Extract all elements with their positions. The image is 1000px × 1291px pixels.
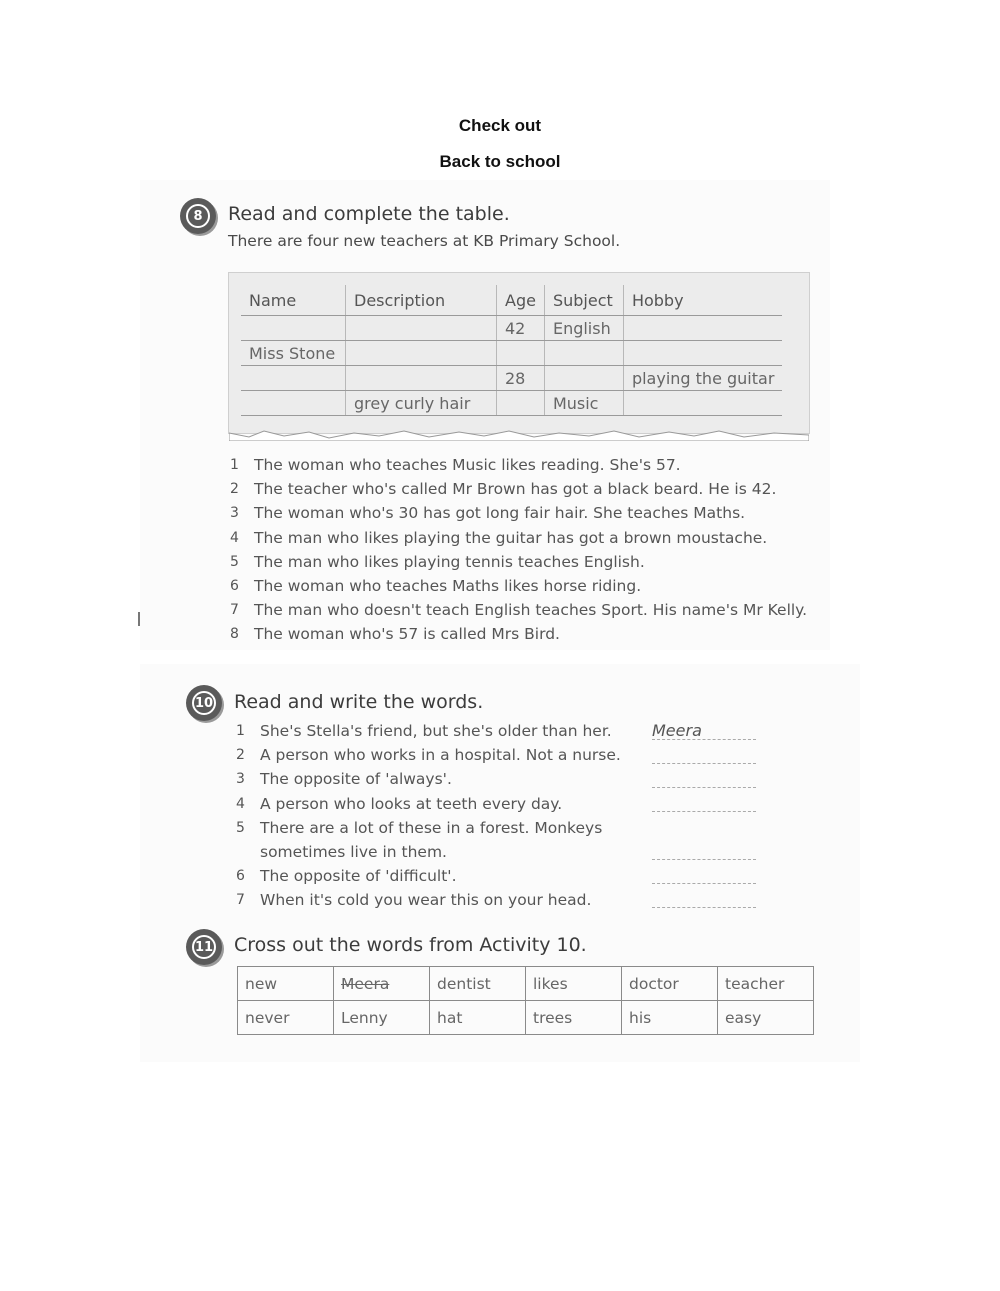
list-item: 2 A person who works in a hospital. Not a nurse.	[236, 746, 621, 765]
table-cell[interactable]	[241, 366, 346, 391]
activity-8-badge: 8	[180, 198, 216, 234]
word-cell[interactable]: never	[238, 1001, 334, 1035]
list-item: 3 The woman who's 30 has got long fair hair. She teaches Maths.	[230, 504, 746, 523]
scan-edge-mark	[138, 612, 140, 626]
table-cell: grey curly hair	[346, 391, 497, 416]
table-cell: 28	[497, 366, 545, 391]
header-description: Description	[346, 285, 497, 316]
activity-11-badge: 11	[186, 929, 222, 965]
list-item: 5 The man who likes playing tennis teaches English.	[230, 552, 645, 571]
answer-field-2[interactable]	[652, 745, 756, 764]
list-item: 6 The opposite of 'difficult'.	[236, 867, 457, 886]
table-row	[238, 967, 814, 1001]
page-title: Check out	[458, 116, 542, 135]
table-row	[241, 316, 782, 341]
page-subtitle: Back to school	[439, 152, 561, 171]
table-row	[241, 366, 782, 391]
word-cell-crossed[interactable]: Meera	[334, 967, 430, 1001]
word-cell[interactable]: teacher	[718, 967, 814, 1001]
word-cell[interactable]: dentist	[430, 967, 526, 1001]
table-cell[interactable]	[241, 316, 346, 341]
activity-11-heading: Cross out the words from Activity 10.	[234, 934, 587, 956]
table-row	[241, 341, 782, 366]
answer-field-4[interactable]	[652, 793, 756, 812]
answer-field-5[interactable]	[652, 841, 756, 860]
teachers-table-grid	[241, 285, 782, 416]
table-cell: English	[544, 316, 623, 341]
activity-8-subheading: There are four new teachers at KB Primary School.	[228, 232, 621, 250]
torn-paper-edge	[229, 427, 809, 441]
list-item: 6 The woman who teaches Maths likes horse riding.	[230, 577, 642, 596]
header-subject: Subject	[544, 285, 623, 316]
table-header-row	[241, 285, 782, 316]
list-item: 7 When it's cold you wear this on your head.	[236, 891, 592, 910]
answer-field-3[interactable]	[652, 769, 756, 788]
word-cell[interactable]: hat	[430, 1001, 526, 1035]
table-cell: 42	[497, 316, 545, 341]
teachers-table	[228, 272, 810, 434]
activity-8-heading: Read and complete the table.	[228, 203, 510, 225]
table-cell[interactable]	[623, 391, 782, 416]
header-age: Age	[497, 285, 545, 316]
list-item: 1 The woman who teaches Music likes reading. She's 57.	[230, 456, 681, 474]
word-cell[interactable]: Lenny	[334, 1001, 430, 1035]
answer-field-1[interactable]: Meera	[652, 721, 756, 740]
table-cell[interactable]	[623, 341, 782, 366]
activity-10-items	[236, 719, 621, 913]
table-cell[interactable]	[346, 366, 497, 391]
word-cell[interactable]: likes	[526, 967, 622, 1001]
word-cell[interactable]: doctor	[622, 967, 718, 1001]
table-cell: playing the guitar	[623, 366, 782, 391]
answer-field-7[interactable]	[652, 889, 756, 908]
table-row	[238, 1001, 814, 1035]
table-cell: Music	[544, 391, 623, 416]
activity-8-sentences	[230, 453, 807, 647]
header-name: Name	[241, 285, 346, 316]
list-item: 5 There are a lot of these in a forest. Monkeys	[236, 818, 603, 837]
table-cell[interactable]	[346, 341, 497, 366]
table-row	[241, 391, 782, 416]
header-hobby: Hobby	[623, 285, 782, 316]
list-item: 1 She's Stella's friend, but she's older than her.	[236, 722, 612, 740]
word-cell[interactable]: easy	[718, 1001, 814, 1035]
table-cell[interactable]	[497, 391, 545, 416]
list-item: 3 The opposite of 'always'.	[236, 770, 452, 789]
table-cell[interactable]	[241, 391, 346, 416]
list-item: 8 The woman who's 57 is called Mrs Bird.	[230, 625, 560, 644]
list-item: 4 A person who looks at teeth every day.	[236, 794, 563, 813]
table-cell[interactable]	[497, 341, 545, 366]
answer-field-6[interactable]	[652, 865, 756, 884]
word-grid	[237, 966, 814, 1035]
list-item: 7 The man who doesn't teach English teaches Sport. His name's Mr Kelly.	[230, 601, 808, 620]
word-cell[interactable]: new	[238, 967, 334, 1001]
table-cell[interactable]	[544, 341, 623, 366]
table-cell: Miss Stone	[241, 341, 346, 366]
word-cell[interactable]: trees	[526, 1001, 622, 1035]
word-cell[interactable]: his	[622, 1001, 718, 1035]
table-cell[interactable]	[346, 316, 497, 341]
list-item: sometimes live in them.	[260, 843, 447, 862]
list-item: 4 The man who likes playing the guitar has got a brown moustache.	[230, 528, 768, 547]
table-cell[interactable]	[544, 366, 623, 391]
activity-10-heading: Read and write the words.	[234, 691, 484, 713]
activity-10-badge: 10	[186, 685, 222, 721]
list-item: 2 The teacher who's called Mr Brown has got a black beard. He is 42.	[230, 480, 777, 499]
table-cell[interactable]	[623, 316, 782, 341]
